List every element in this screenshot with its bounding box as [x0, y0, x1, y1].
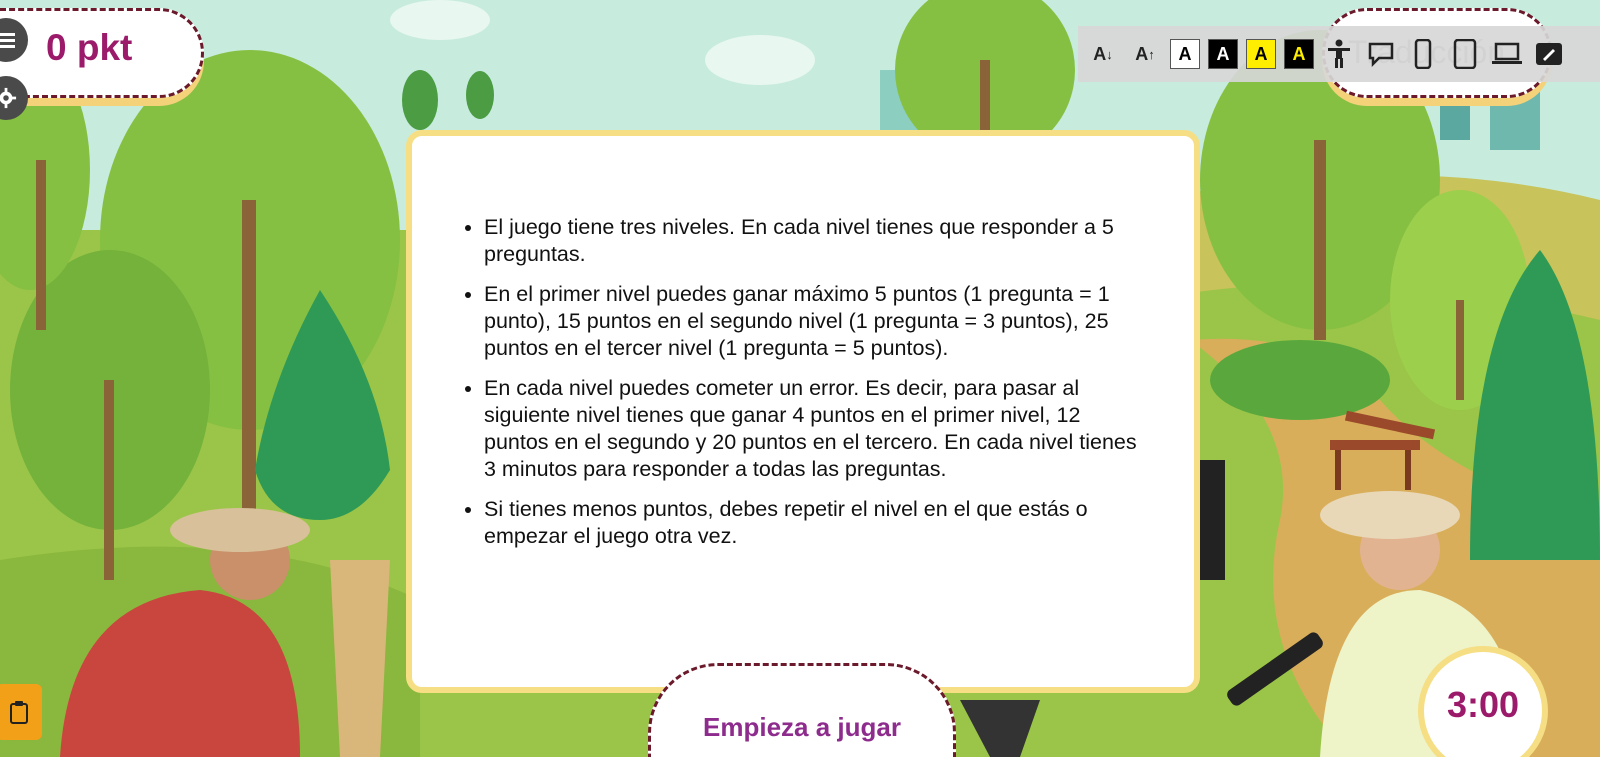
start-game-button[interactable] [648, 663, 956, 757]
rule-item: • En cada nivel puedes cometer un error. Es decir, para pasar al siguiente nivel tienes que ganar 4 puntos en el primer nivel, 12 puntos en el segundo y 20 puntos en el tercero. En cada nivel tienes 3 minutos para responder a todas las preguntas. [484, 375, 1142, 483]
rule-item: • El juego tiene tres niveles. En cada nivel tienes que responder a 5 preguntas. [484, 214, 1142, 268]
contrast-yellow-black-button[interactable]: A [1284, 39, 1314, 69]
accessibility-person-icon [1326, 39, 1352, 69]
contrast-yellow-button[interactable]: A [1246, 39, 1276, 69]
font-increase-button[interactable] [1128, 36, 1162, 72]
gear-icon [0, 87, 17, 109]
edit-icon [1535, 40, 1563, 68]
clipboard-icon [9, 700, 29, 724]
rules-list [462, 214, 1142, 563]
font-decrease-label: A [1093, 43, 1107, 64]
score-value: 0 pkt [46, 27, 133, 68]
rule-item: • En el primer nivel puedes ganar máximo 5 puntos (1 pregunta = 1 punto), 15 puntos en el segundo nivel (1 pregunta = 3 puntos), 25 puntos en el tercer nivel (1 pregunta = 5 puntos). [484, 281, 1142, 362]
timer-value: 3:00 [1446, 684, 1520, 725]
mobile-view-button[interactable] [1406, 36, 1440, 72]
tablet-icon [1453, 39, 1477, 69]
arrow-down-icon: ↓ [1106, 46, 1113, 62]
font-increase-label: A [1135, 43, 1149, 64]
speech-bubble-icon [1367, 40, 1395, 68]
phone-icon [1414, 39, 1432, 69]
contrast-black-button[interactable]: A [1208, 39, 1238, 69]
rule-item: • Si tienes menos puntos, debes repetir el nivel en el que estás o empezar el juego otra vez. [484, 496, 1142, 550]
accessibility-toolbar [1078, 26, 1600, 82]
font-decrease-button[interactable] [1086, 36, 1120, 72]
accessibility-button[interactable] [1322, 36, 1356, 72]
hamburger-icon [0, 32, 15, 48]
tablet-view-button[interactable] [1448, 36, 1482, 72]
arrow-up-icon: ↑ [1148, 46, 1155, 62]
contrast-white-button[interactable]: A [1170, 39, 1200, 69]
instructions-card [406, 130, 1200, 693]
laptop-icon [1491, 42, 1523, 66]
clipboard-button[interactable] [0, 684, 42, 740]
sign-language-button[interactable] [1364, 36, 1398, 72]
desktop-view-button[interactable] [1490, 36, 1524, 72]
edit-button[interactable] [1532, 36, 1566, 72]
start-game-label: Empieza a jugar [703, 712, 901, 742]
